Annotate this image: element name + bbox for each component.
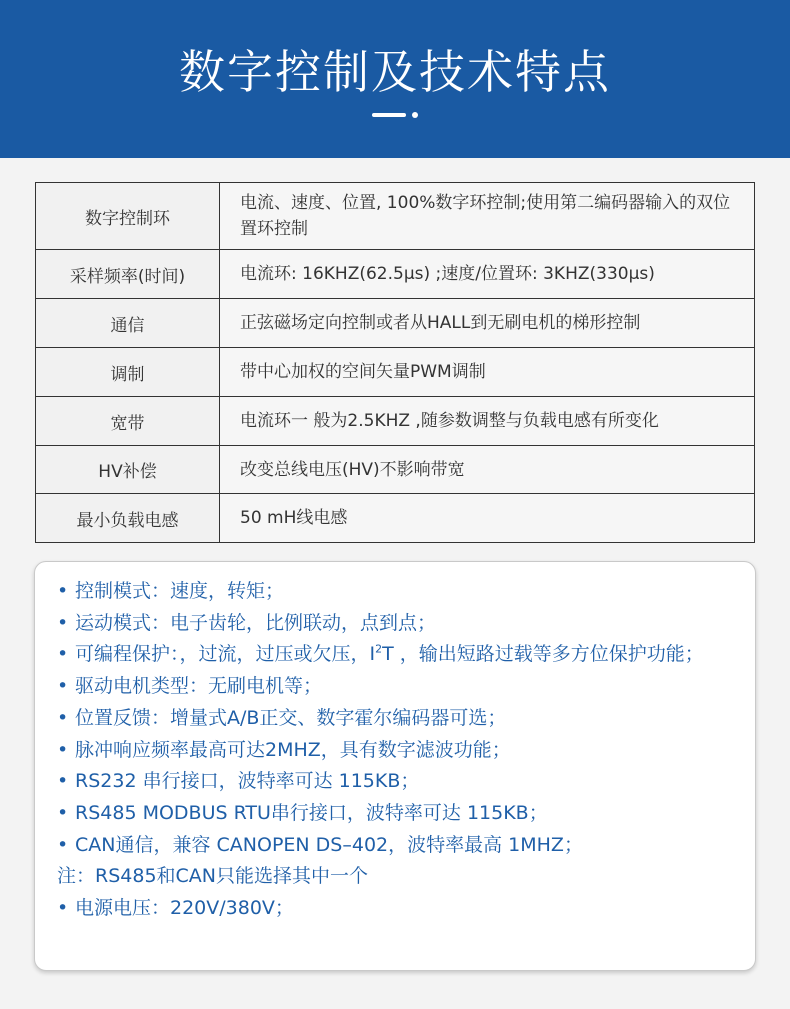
specs-table <box>35 182 755 543</box>
features-card <box>34 561 756 971</box>
page-title: 数字控制及技术特点 <box>179 45 611 99</box>
table-row <box>36 397 755 446</box>
spec-value: 电流、速度、位置, 100%数字环控制;使用第二编码器输入的双位置环控制 <box>220 183 755 250</box>
feature-item: • 驱动电机类型：无刷电机等； <box>57 671 739 703</box>
table-row <box>36 183 755 250</box>
bullet-icon: • <box>57 611 69 634</box>
table-row <box>36 494 755 543</box>
spec-value: 带中心加权的空间矢量PWM调制 <box>220 348 755 397</box>
spec-key: 调制 <box>36 348 220 397</box>
feature-item: • 位置反馈：增量式A/B正交、数字霍尔编码器可选； <box>57 703 739 735</box>
feature-item: • RS232 串行接口，波特率可达 115KB； <box>57 766 739 798</box>
bullet-icon: • <box>57 738 69 761</box>
bullet-icon: • <box>57 580 69 602</box>
spec-key: 通信 <box>36 299 220 348</box>
feature-item: • RS485 MODBUS RTU串行接口，波特率可达 115KB； <box>57 798 739 830</box>
spec-value: 正弦磁场定向控制或者从HALL到无刷电机的梯形控制 <box>220 299 755 348</box>
table-row <box>36 250 755 299</box>
spec-value: 50 mH线电感 <box>220 494 755 543</box>
spec-key: 最小负载电感 <box>36 494 220 543</box>
bullet-icon: • <box>57 706 69 729</box>
feature-item: • 运动模式：电子齿轮，比例联动，点到点； <box>57 608 739 640</box>
table-row <box>36 299 755 348</box>
bullet-icon: • <box>57 675 69 698</box>
table-row <box>36 446 755 494</box>
feature-item: • 可编程保护：，过流，过压或欠压，$I^2T$ ，输出短路过载等多方位保护功能； <box>57 639 739 671</box>
spec-key: 数字控制环 <box>36 183 220 250</box>
spec-key: 宽带 <box>36 397 220 446</box>
title-dot <box>412 112 418 118</box>
bullet-icon: • <box>57 897 69 920</box>
header-banner <box>0 0 790 158</box>
feature-item: • CAN通信，兼容 CANOPEN DS–402，波特率最高 1MHZ； <box>57 830 739 862</box>
title-underline <box>372 113 406 117</box>
feature-item: • 控制模式：速度，转矩； <box>57 576 739 608</box>
spec-value: 电流环: 16KHZ(62.5μs) ;速度/位置环: 3KHZ(330μs) <box>220 250 755 299</box>
feature-item: • 脉冲响应频率最高可达2MHZ，具有数字滤波功能； <box>57 735 739 767</box>
spec-value: 改变总线电压(HV)不影响带宽 <box>220 446 755 494</box>
spec-key: 采样频率(时间) <box>36 250 220 299</box>
spec-key: HV补偿 <box>36 446 220 494</box>
bullet-icon: • <box>57 833 69 856</box>
table-row <box>36 348 755 397</box>
feature-note: 注：RS485和CAN只能选择其中一个 <box>57 865 369 888</box>
bullet-icon: • <box>57 770 69 793</box>
bullet-icon: • <box>57 643 69 666</box>
spec-value: 电流环一 般为2.5KHZ ,随参数调整与负载电感有所变化 <box>220 397 755 446</box>
bullet-icon: • <box>57 801 69 824</box>
feature-item: • 电源电压：220V/380V； <box>57 893 739 925</box>
